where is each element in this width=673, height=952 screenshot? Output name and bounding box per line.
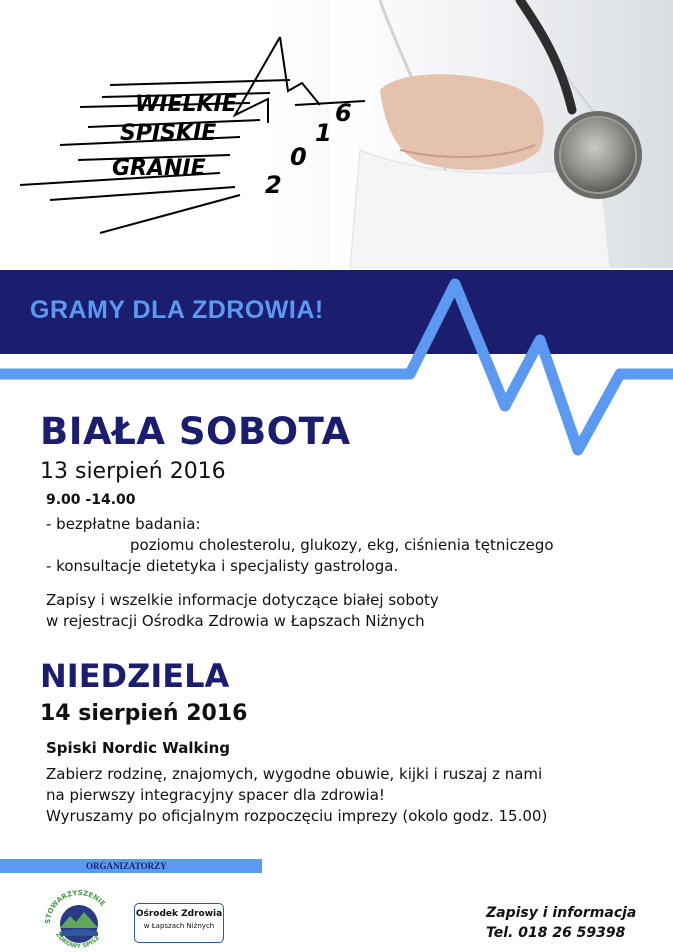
stowarzyszenie-sub: ZDROWY SPISZ [54, 931, 102, 950]
saturday-note [46, 590, 646, 632]
logo-line2: SPISKIE [120, 121, 217, 146]
osrodek-name: Ośrodek Zdrowia [135, 909, 223, 919]
note-line: Zapisy i wszelkie informacje dotyczące białej soboty [46, 591, 439, 609]
sunday-heading: NIEDZIELA [40, 657, 230, 695]
stowarzyszenie-text: STOWARZYSZENIE [43, 888, 107, 925]
contact-line1: Zapisy i informacja [486, 905, 637, 921]
banner-title: GRAMY DLA ZDROWIA! [30, 296, 324, 324]
logo-year-6: 6 [335, 99, 352, 127]
note-line: w rejestracji Ośrodka Zdrowia w Łapszach Niżnych [46, 612, 425, 630]
organizers-label: ORGANIZATORZY [86, 861, 167, 871]
saturday-heading: BIAŁA SOBOTA [40, 410, 351, 453]
desc-line: Wyruszamy po oficjalnym rozpoczęciu imprezy (okolo godz. 15.00) [46, 807, 548, 825]
desc-line: na pierwszy integracyjny spacer dla zdrowia! [46, 786, 385, 804]
logo-year-1: 1 [315, 119, 332, 147]
stowarzyszenie-logo [42, 882, 116, 952]
osrodek-zdrowia-logo [134, 903, 224, 943]
sunday-date: 14 sierpień 2016 [40, 701, 248, 726]
contact-info [486, 903, 636, 943]
osrodek-place: w Łapszach Niżnych [143, 922, 215, 930]
logo-line1: WIELKIE [135, 92, 237, 117]
logo-line3: GRANIE [112, 156, 206, 181]
wielkie-spiskie-granie-logo [20, 35, 400, 235]
desc-line: Zabierz rodzinę, znajomych, wygodne obuwie, kijki i ruszaj z nami [46, 765, 543, 783]
saturday-list [46, 514, 646, 577]
contact-phone: Tel. 018 26 59398 [486, 925, 626, 941]
sunday-event-title: Spiski Nordic Walking [46, 739, 231, 757]
logo-year-0: 0 [290, 143, 307, 171]
saturday-date: 13 sierpień 2016 [40, 459, 226, 484]
logo-year-2: 2 [265, 171, 282, 199]
saturday-time: 9.00 -14.00 [46, 492, 136, 508]
list-item: poziomu cholesterolu, glukozy, ekg, ciśnienia tętniczego [130, 536, 554, 554]
list-item: - bezpłatne badania: [46, 515, 201, 533]
sunday-description [46, 764, 656, 827]
list-item: - konsultacje dietetyka i specjalisty gastrologa. [46, 557, 399, 575]
